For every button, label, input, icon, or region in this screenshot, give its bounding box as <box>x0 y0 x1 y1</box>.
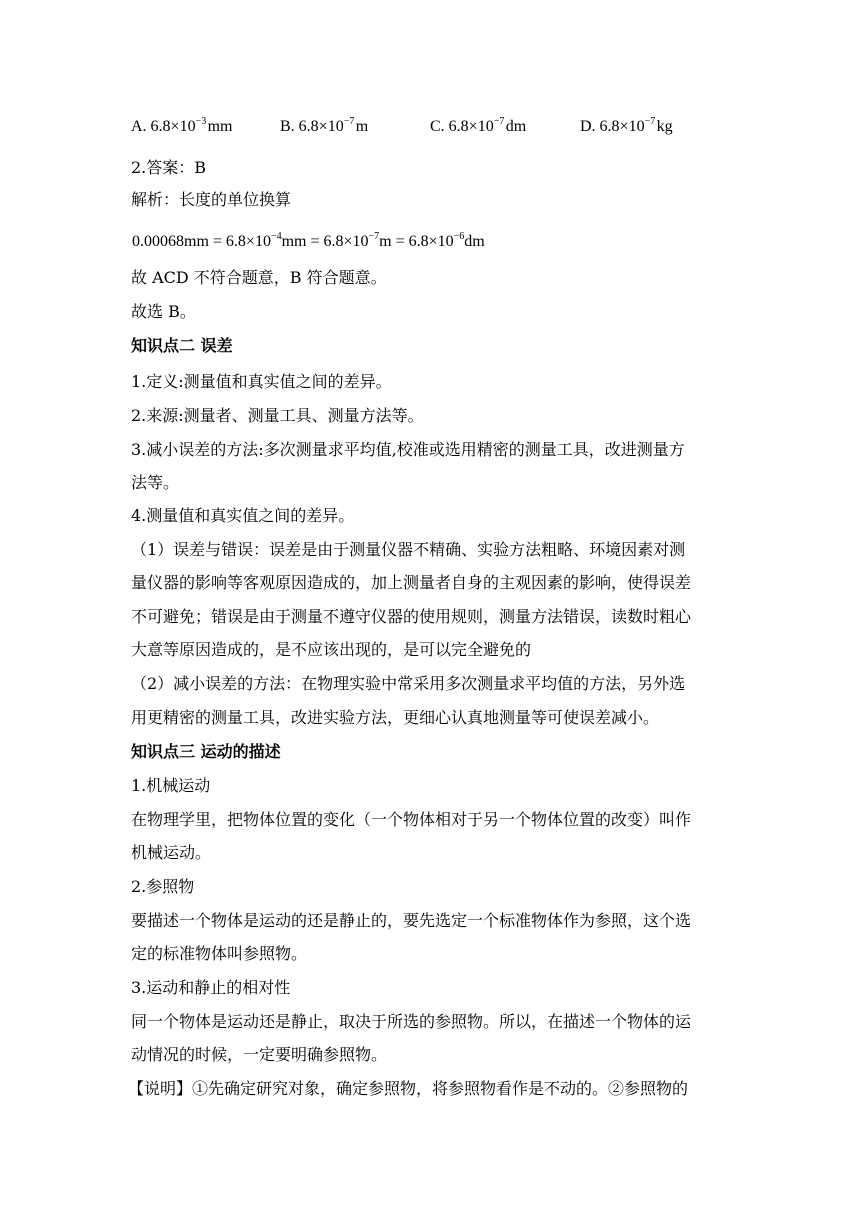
paragraph-line: 1.机械运动 <box>131 776 211 795</box>
section-heading-error: 知识点二 误差 <box>131 336 233 355</box>
paragraph-line: 机械运动。 <box>131 843 212 862</box>
paragraph-line: 大意等原因造成的，是不应该出现的，是可以完全避免的 <box>131 640 532 659</box>
paragraph-line: 定的标准物体叫参照物。 <box>131 944 308 963</box>
paragraph-line: （1）误差与错误：误差是由于测量仪器不精确、实验方法粗略、环境因素对测 <box>131 540 686 559</box>
analysis-line: 解析：长度的单位换算 <box>131 190 292 209</box>
answer-options <box>131 118 731 138</box>
paragraph-line: 2.参照物 <box>131 877 195 896</box>
paragraph-line: 量仪器的影响等客观原因造成的，加上测量者自身的主观因素的影响，使得误差 <box>131 573 692 592</box>
option-c: C. $6.8\times 10^{-7}$ dm <box>430 116 527 135</box>
paragraph-line: 3.减小误差的方法:多次测量求平均值,校准或选用精密的测量工具，改进测量方 <box>131 440 685 459</box>
paragraph-line: 2.来源:测量者、测量工具、测量方法等。 <box>131 406 424 425</box>
choice-line: 故选 B。 <box>131 302 196 321</box>
paragraph-line: 用更精密的测量工具，改进实验方法，更细心认真地测量等可使误差减小。 <box>131 708 660 727</box>
option-a: A. $6.8\times 10^{-3}$ mm <box>131 116 233 135</box>
paragraph-line: 在物理学里，把物体位置的变化（一个物体相对于另一个物体位置的改变）叫作 <box>131 810 692 829</box>
paragraph-line: 同一个物体是运动还是静止，取决于所选的参照物。所以，在描述一个物体的运 <box>131 1012 692 1031</box>
option-d: D. $6.8\times 10^{-7}$ kg <box>580 116 673 135</box>
paragraph-line: 3.运动和静止的相对性 <box>131 978 291 997</box>
paragraph-line: 动情况的时候，一定要明确参照物。 <box>131 1045 388 1064</box>
paragraph-line: 4.测量值和真实值之间的差异。 <box>131 506 355 525</box>
paragraph-line: 法等。 <box>131 473 180 492</box>
option-b: B. $6.8\times 10^{-7}$ m <box>280 116 369 135</box>
answer-line: 2.答案：B <box>131 158 207 177</box>
paragraph-line: 不可避免；错误是由于测量不遵守仪器的使用规则，测量方法错误，读数时粗心 <box>131 607 692 626</box>
paragraph-line: 【说明】①先确定研究对象，确定参照物，将参照物看作是不动的。②参照物的 <box>128 1079 689 1098</box>
conversion-formula: $0.00068mm = 6.8\times 10^{-4}mm = 6.8\times 10^{-7}m = 6.8\times 10^{-6}dm$ <box>132 231 485 250</box>
paragraph-line: 1.定义:测量值和真实值之间的差异。 <box>131 372 392 391</box>
section-heading-motion: 知识点三 运动的描述 <box>131 742 281 761</box>
paragraph-line: 要描述一个物体是运动的还是静止的，要先选定一个标准物体作为参照，这个选 <box>131 911 692 930</box>
paragraph-line: （2）减小误差的方法：在物理实验中常采用多次测量求平均值的方法，另外选 <box>131 674 686 693</box>
conclusion-line: 故 ACD 不符合题意，B 符合题意。 <box>131 268 387 287</box>
